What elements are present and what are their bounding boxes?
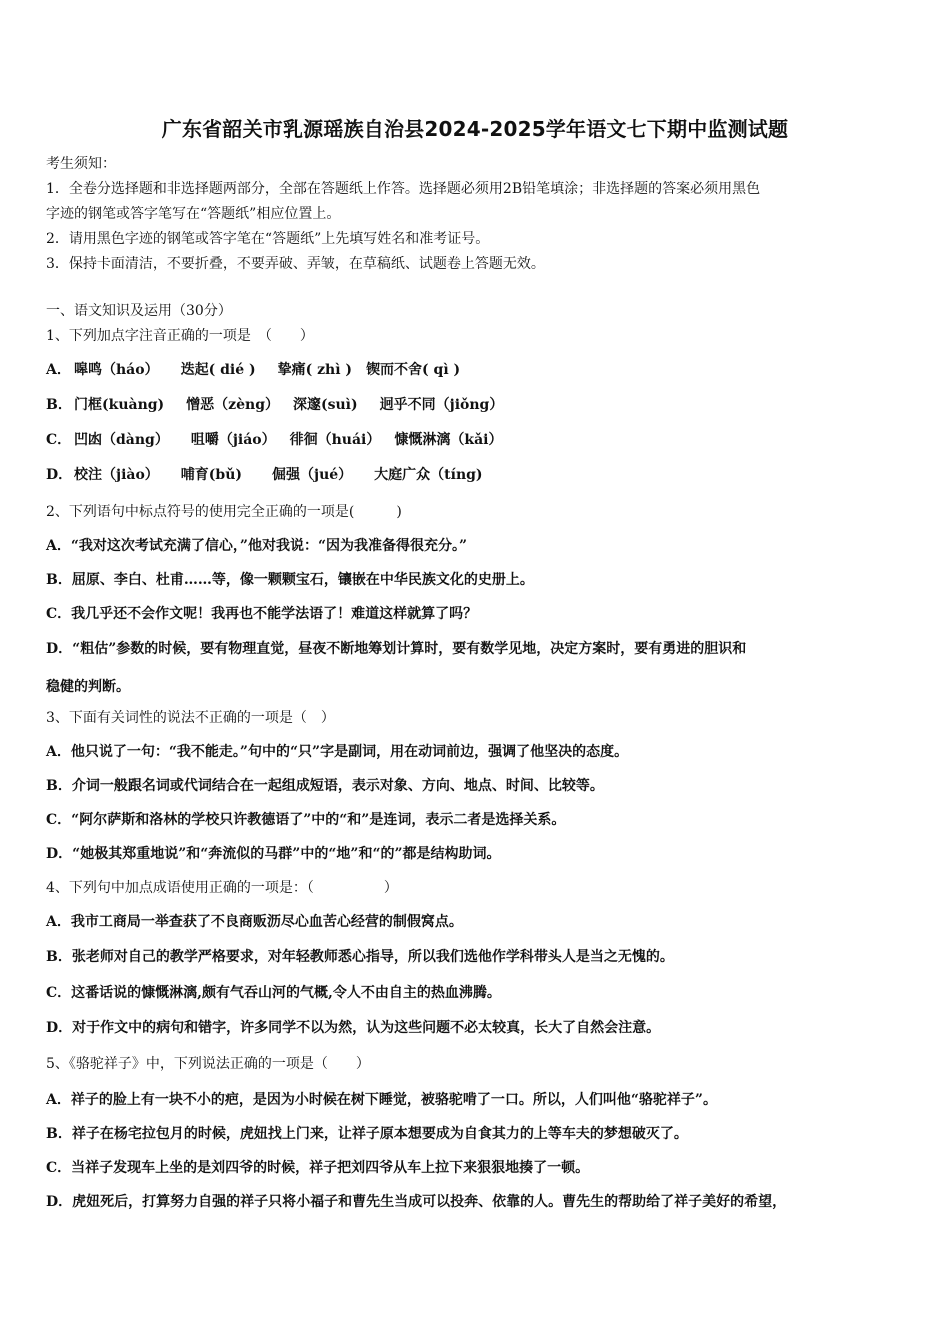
question-3-option-b: B．介词一般跟名词或代词结合在一起组成短语，表示对象、方向、地点、时间、比较等。: [46, 778, 604, 794]
question-2-option-a: A．“我对这次考试充满了信心，”他对我说：“因为我准备得很充分。”: [46, 538, 468, 554]
question-3-option-d: D．“她极其郑重地说”和“奔流似的马群”中的“地”和“的”都是结构助词。: [46, 846, 501, 862]
question-1-option-a: [46, 359, 460, 379]
option-label: C．: [46, 432, 72, 448]
option-item: 徘徊（huái）: [289, 432, 381, 448]
question-2-stem: 2、下列语句中标点符号的使用完全正确的一项是( ): [46, 504, 402, 520]
option-item: 哺育(bǔ): [180, 467, 243, 483]
question-4-stem: 4、下列句中加点成语使用正确的一项是：（ ）: [46, 880, 398, 896]
option-item: 迭起( dié ): [180, 362, 256, 378]
question-1-option-c: [46, 429, 502, 449]
question-5-option-a: A．祥子的脸上有一块不小的疤，是因为小时候在树下睡觉，被骆驼啃了一口。所以，人们叫他“骆驼祥子”。: [46, 1092, 717, 1108]
candidate-notice: [46, 152, 906, 277]
option-item: 咀嚼（jiáo）: [190, 432, 276, 448]
option-label: B．: [46, 397, 72, 413]
option-item: 嗥鸣（háo）: [74, 362, 159, 378]
question-5-option-d: D．虎妞死后，打算努力自强的祥子只将小福子和曹先生当成可以投奔、依靠的人。曹先生的帮助给了祥子美好的希望，: [46, 1194, 787, 1210]
question-3-stem: 3、下面有关词性的说法不正确的一项是（ ）: [46, 710, 335, 726]
question-3-option-c: C．“阿尔萨斯和洛林的学校只许教德语了”中的“和”是连词，表示二者是选择关系。: [46, 812, 566, 828]
question-2-option-b: B．屈原、李白、杜甫……等，像一颗颗宝石，镶嵌在中华民族文化的史册上。: [46, 572, 534, 588]
option-item: 迥乎不同（jiǒng）: [379, 397, 504, 413]
question-4-option-c: C．这番话说的慷慨淋漓,颇有气吞山河的气概,令人不由自主的热血沸腾。: [46, 985, 501, 1001]
option-item: 大庭广众（tíng): [374, 467, 483, 483]
question-2-option-c: C．我几乎还不会作文呢！我再也不能学法语了！难道这样就算了吗？: [46, 606, 478, 622]
question-5-option-c: C．当祥子发现车上坐的是刘四爷的时候，祥子把刘四爷从车上拉下来狠狠地揍了一顿。: [46, 1160, 590, 1176]
option-item: 挚痛( zhì ): [277, 362, 353, 378]
option-item: 倔强（jué）: [272, 467, 353, 483]
question-2-option-d-cont: 稳健的判断。: [46, 679, 130, 695]
option-label: D．: [46, 467, 73, 483]
section-heading: 一、语文知识及运用（30分）: [46, 303, 232, 319]
notice-line: 3．保持卡面清洁，不要折叠，不要弄破、弄皱，在草稿纸、试题卷上答题无效。: [46, 256, 545, 272]
question-1-option-b: [46, 394, 503, 414]
notice-line: 字迹的钢笔或答字笔写在“答题纸”相应位置上。: [46, 206, 341, 222]
notice-heading: 考生须知：: [46, 156, 116, 172]
question-4-option-b: B．张老师对自己的教学严格要求，对年轻教师悉心指导，所以我们选他作学科带头人是当之无愧的。: [46, 949, 674, 965]
option-item: 锲而不舍( qì ): [366, 362, 461, 378]
option-item: 门框(kuàng): [74, 397, 165, 413]
question-2-option-d: D．“粗估”参数的时候，要有物理直觉，昼夜不断地筹划计算时，要有数学见地，决定方案时，要有勇进的胆识和: [46, 641, 747, 657]
question-1-option-d: [46, 464, 483, 484]
question-5-stem: 5、《骆驼祥子》中，下列说法正确的一项是（ ）: [46, 1056, 370, 1072]
question-4-option-d: D．对于作文中的病句和错字，许多同学不以为然，认为这些问题不必太较真，长大了自然会注意。: [46, 1020, 661, 1036]
notice-line: 2．请用黑色字迹的钢笔或答字笔在“答题纸”上先填写姓名和准考证号。: [46, 231, 490, 247]
exam-title: 广东省韶关市乳源瑶族自治县2024-2025学年语文七下期中监测试题: [161, 117, 789, 141]
notice-line: 1．全卷分选择题和非选择题两部分，全部在答题纸上作答。选择题必须用2B铅笔填涂；非选择题的答案必须用黑色: [46, 181, 761, 197]
option-item: 深邃(suì): [293, 397, 358, 413]
option-item: 校注（jiào）: [74, 467, 159, 483]
question-4-option-a: A．我市工商局一举查获了不良商贩沥尽心血苦心经营的制假窝点。: [46, 914, 463, 930]
option-item: 慷慨淋漓（kǎi）: [394, 432, 503, 448]
option-label: A．: [46, 362, 71, 378]
question-3-option-a: A．他只说了一句：“我不能走。”句中的“只”字是副词，用在动词前边，强调了他坚决的态度。: [46, 744, 629, 760]
question-1-stem: 1、下列加点字注音正确的一项是 （ ）: [46, 328, 314, 344]
question-5-option-b: B．祥子在杨宅拉包月的时候，虎妞找上门来，让祥子原本想要成为自食其力的上等车夫的梦想破灭了。: [46, 1126, 688, 1142]
option-item: 凹凼（dàng）: [74, 432, 169, 448]
option-item: 憎恶（zèng）: [186, 397, 279, 413]
